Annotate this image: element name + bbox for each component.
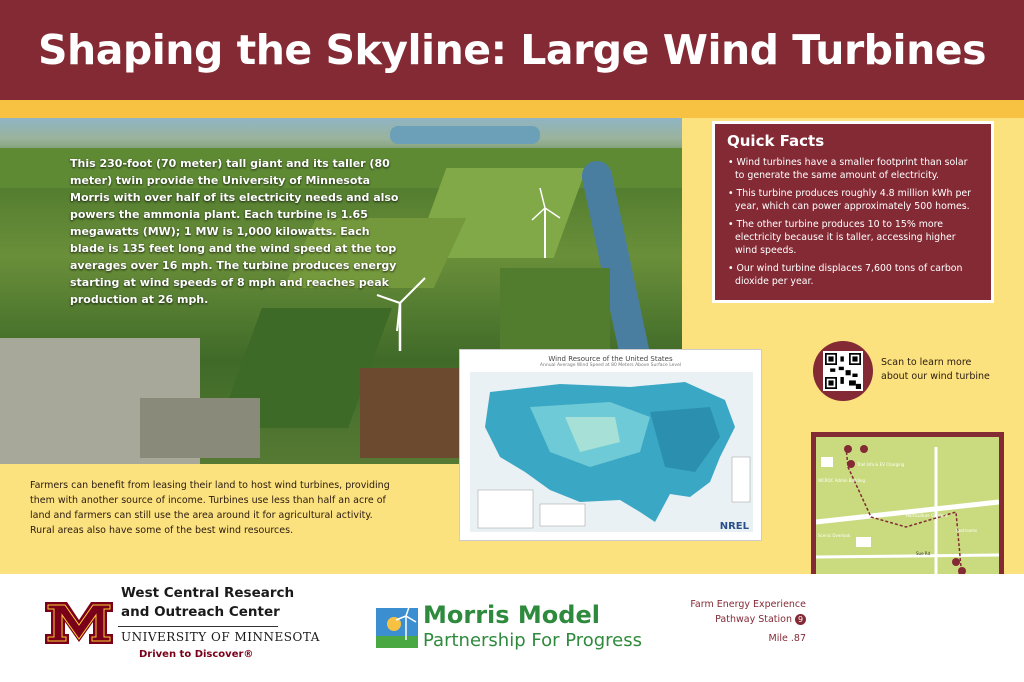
morris-model-subtitle: Partnership For Progress [423, 630, 643, 651]
station-label: Pathway Station [715, 614, 792, 625]
title-banner [0, 0, 1024, 100]
morris-model-logo [376, 600, 418, 648]
quick-facts-box [712, 121, 994, 303]
org-name [121, 584, 294, 622]
map-subtitle: Annual Average Wind Speed at 80 Meters Above Surface Level [539, 363, 682, 368]
wind-turbine-icon [530, 188, 570, 258]
qr-badge [813, 341, 873, 401]
gold-stripe [0, 100, 1024, 118]
trail-label: Scenic Overlook [818, 533, 851, 538]
station-info [690, 597, 806, 646]
university-name: UNIVERSITY OF MINNESOTA [121, 630, 320, 644]
qr-caption: Scan to learn more about our wind turbine [881, 357, 990, 382]
station-number-badge: 9 [795, 614, 806, 625]
station-line-2 [690, 612, 806, 627]
trail-label: Horticulture Gardens [906, 513, 948, 518]
divider [118, 626, 278, 627]
wind-resource-map [459, 349, 762, 541]
station-line: Farm Energy Experience [690, 599, 806, 610]
trail-label: Restrooms [956, 528, 978, 533]
morris-model-title: Morris Model [423, 601, 600, 629]
trail-label: WCROC Admin Building [818, 478, 865, 483]
map-title: Wind Resource of the United States [548, 355, 673, 363]
fact-item: • Our wind turbine displaces 7,600 tons of carbon dioxide per year. [728, 263, 963, 287]
quick-facts-title: Quick Facts [727, 132, 825, 150]
quick-facts-list [727, 156, 979, 288]
fact-item: • The other turbine produces 10 to 15% more electricity because it is taller, accessing higher wind speeds. [728, 219, 956, 256]
fact-item: • Wind turbines have a smaller footprint than solar to generate the same amount of electricity. [728, 157, 968, 181]
university-m-logo [45, 602, 113, 644]
nrel-logo: NREL [719, 521, 749, 532]
trail-label: Trail Info & EV Charging [857, 462, 905, 467]
org-line: and Outreach Center [121, 604, 280, 620]
fact-item: • This turbine produces roughly 4.8 million kWh per year, which can power approximately 500 homes. [728, 188, 972, 212]
tagline: Driven to Discover® [139, 649, 254, 660]
photo-caption: This 230-foot (70 meter) tall giant and its taller (80 meter) twin provide the University of Minnesota Morris with over half of its electricity needs and also powers the ammonia plant. Each turbine is 1.65 megawatts (MW); 1 MW is 1,000 kilowatts. Each blade is 135 feet long and the wind speed at the top averages over 16 mph. The turbine produces energy starting at wind speeds of 8 mph and reaches peak production at 26 mph. [70, 157, 399, 306]
qr-code-icon[interactable] [823, 351, 863, 391]
us-map-graphic [470, 372, 753, 532]
mile-marker: Mile .87 [768, 633, 806, 644]
org-line: West Central Research [121, 585, 295, 601]
intro-text: Farmers can benefit from leasing their land to host wind turbines, providing them with another source of income. Turbines use less than half an acre of land and farmers can still use the area around it for agricultural activity. Rural areas also have some of the best wind resources. [30, 480, 390, 536]
page-title: Shaping the Skyline: Large Wind Turbines [38, 26, 986, 74]
trail-label: Sue Rd [916, 551, 931, 556]
